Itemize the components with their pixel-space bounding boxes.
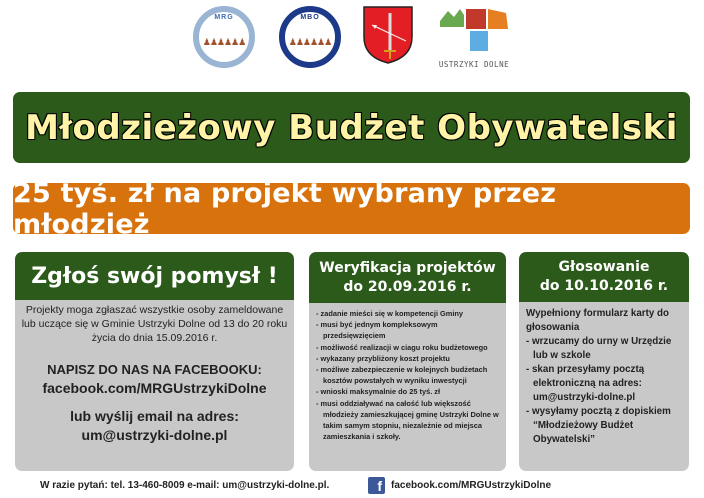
page-subtitle: 25 tyś. zł na projekt wybrany przez młodzież	[13, 177, 557, 240]
voting-method-item: - wrzucamy do urny w Urzędzie lub w szkole	[526, 336, 672, 361]
ustrzyki-dolne-text: USTRZYKI DOLNE	[438, 60, 510, 69]
email-link[interactable]: um@ustrzyki-dolne.pl	[81, 427, 228, 443]
facebook-link[interactable]: facebook.com/MRGUstrzykiDolne	[42, 380, 267, 396]
submit-idea-heading-box	[15, 252, 294, 300]
page-title: Młodzieżowy Budżet Obywatelski	[25, 107, 678, 148]
voting-heading-line1: Głosowanie	[558, 259, 650, 275]
email-heading: lub wyślij email na adres:	[70, 408, 239, 424]
footer	[0, 476, 704, 496]
criteria-item: - musi być jednym kompleksowym przedsięwzięciem	[316, 320, 438, 341]
verification-heading-box	[309, 252, 506, 303]
submit-idea-heading: Zgłoś swój pomysł !	[31, 263, 278, 289]
voting-heading-box	[519, 252, 689, 302]
voting-methods-list	[526, 335, 683, 447]
criteria-item: - możliwość realizacji w ciagu roku budżetowego	[316, 342, 488, 352]
verification-heading-line1: Weryfikacja projektów	[319, 259, 496, 276]
people-icon: ♟♟♟♟♟♟	[288, 36, 332, 47]
voting-body	[519, 302, 689, 447]
facebook-icon[interactable]: f	[368, 477, 385, 494]
footer-facebook-link[interactable]: facebook.com/MRGUstrzykiDolne	[391, 480, 552, 491]
submit-idea-panel	[15, 252, 294, 471]
title-banner	[13, 92, 690, 163]
criteria-item: - wykazany przybliżony koszt projektu	[316, 353, 450, 363]
mrg-logo	[193, 6, 255, 68]
verification-panel	[309, 252, 506, 471]
voting-panel	[519, 252, 689, 471]
logos-row	[0, 0, 704, 80]
verification-heading-line2: do 20.09.2016 r.	[343, 278, 472, 295]
criteria-item: - możliwe zabezpieczenie w kolejnych budżetach kosztów powstałych w wyniku inwestycji	[316, 365, 488, 386]
mrg-logo-text: MRG	[214, 14, 234, 21]
facebook-heading: NAPISZ DO NAS NA FACEBOOKU:	[47, 362, 262, 377]
ustrzyki-dolne-logo	[436, 3, 512, 69]
voting-intro: Wypełniony formularz karty do głosowania	[526, 308, 669, 333]
coat-of-arms-icon	[362, 5, 414, 65]
verification-criteria-list	[309, 303, 506, 442]
subtitle-banner	[13, 177, 690, 240]
mbo-logo	[279, 6, 341, 68]
submit-idea-body	[15, 300, 294, 445]
voting-method-item: - skan przesyłamy pocztą elektroniczną na adres: um@ustrzyki-dolne.pl	[526, 364, 645, 403]
contact-info: W razie pytań: tel. 13-460-8009 e-mail: um@ustrzyki-dolne.pl.	[40, 480, 330, 491]
voting-heading-line2: do 10.10.2016 r.	[539, 278, 669, 294]
criteria-item: - zadanie mieści się w kompetencji Gminy	[316, 309, 464, 318]
voting-method-item: - wysyłamy pocztą z dopiskiem “Młodzieżowy Budżet Obywatelski”	[526, 406, 671, 445]
submit-idea-intro: Projekty moga zgłaszać wszystkie osoby zameldowane lub uczące się w Gminie Ustrzyki Dolne od 13 do 20 roku życia do dnia 15.09.2016 r.	[21, 304, 288, 344]
mbo-logo-text: MBO	[300, 14, 320, 21]
criteria-item: - wnioski maksymalnie do 25 tyś. zł	[316, 387, 441, 397]
people-icon: ♟♟♟♟♟♟	[202, 36, 246, 47]
criteria-item: - musi oddziaływać na całość lub większość młodzieży zamieszkującej gminę Ustrzyki Dolne w takim samym stopniu, niezależnie od miejsca zamieszkania i szkoły.	[316, 398, 499, 442]
